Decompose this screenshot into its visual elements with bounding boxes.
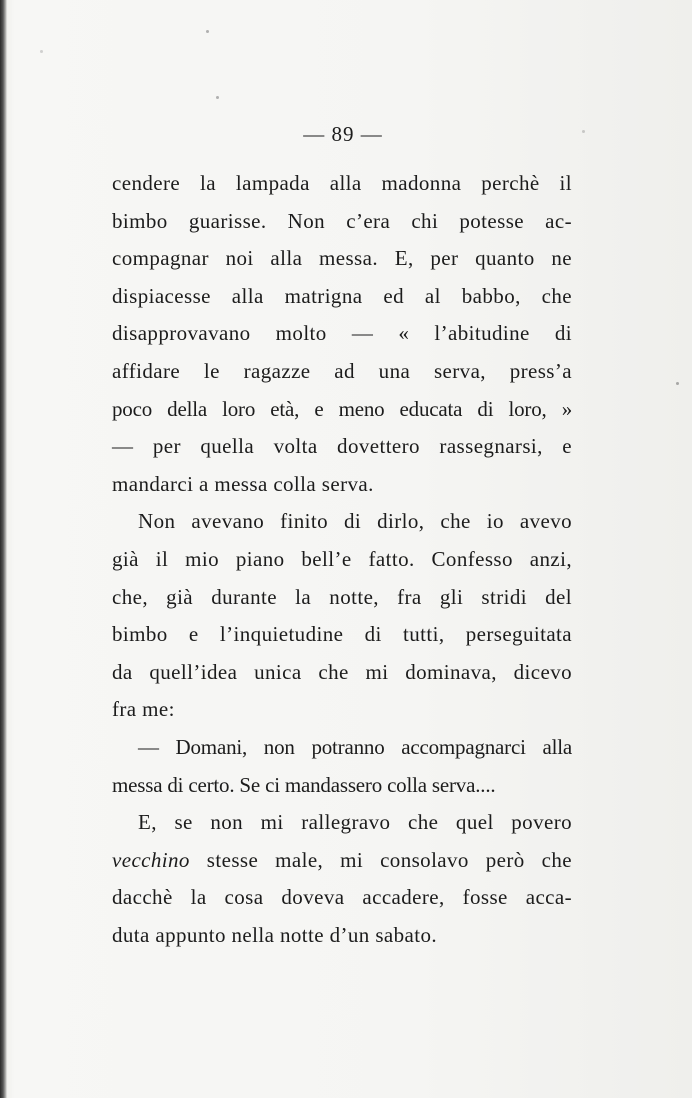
text-line: da quell’idea unica che mi dominava, dicevo <box>112 659 572 684</box>
text-line: cendere la lampada alla madonna perchè il <box>112 171 572 195</box>
body-text <box>112 165 572 954</box>
paper-speck <box>216 96 219 99</box>
text-line: messa di certo. Se ci mandassero colla serva.... <box>112 772 496 797</box>
page-binding-edge <box>0 0 7 1098</box>
text-line: che, già durante la notte, fra gli stridi del <box>112 584 572 609</box>
text-line: — Domani, non potranno accompagnarci alla <box>138 734 572 759</box>
text-line: duta appunto nella notte d’un sabato. <box>112 922 438 947</box>
text-line: Non avevano finito di dirlo, che io avevo <box>138 509 572 534</box>
text-line: disapprovavano molto — « l’abitudine di <box>112 321 572 346</box>
text-line: E, se non mi rallegravo che quel povero <box>138 810 572 835</box>
text-line: già il mio piano bell’e fatto. Confesso anzi, <box>112 546 572 571</box>
italic-word: vecchino <box>112 847 190 872</box>
text-line: fra me: <box>112 697 175 722</box>
text-line: dacchè la cosa doveva accadere, fosse acca- <box>112 885 572 910</box>
paper-speck <box>206 30 209 33</box>
paper-speck <box>676 382 679 385</box>
text-line: poco della loro età, e meno educata di loro, » <box>112 396 572 421</box>
text-line: bimbo e l’inquietudine di tutti, perseguitata <box>112 622 572 647</box>
text-line: mandarci a messa colla serva. <box>112 471 374 496</box>
text-line: affidare le ragazze ad una serva, press’a <box>112 358 572 383</box>
text-line: bimbo guarisse. Non c’era chi potesse ac- <box>112 208 572 233</box>
text-line: — per quella volta dovettero rassegnarsi, e <box>112 434 572 459</box>
text-line: dispiacesse alla matrigna ed al babbo, che <box>112 283 572 308</box>
paper-speck <box>40 50 43 53</box>
text-segment: stesse male, mi consolavo però che <box>206 847 572 872</box>
text-line: compagnar noi alla messa. E, per quanto ne <box>112 246 572 271</box>
text-line-with-italic <box>112 842 572 880</box>
page-number: — 89 — <box>303 122 383 146</box>
